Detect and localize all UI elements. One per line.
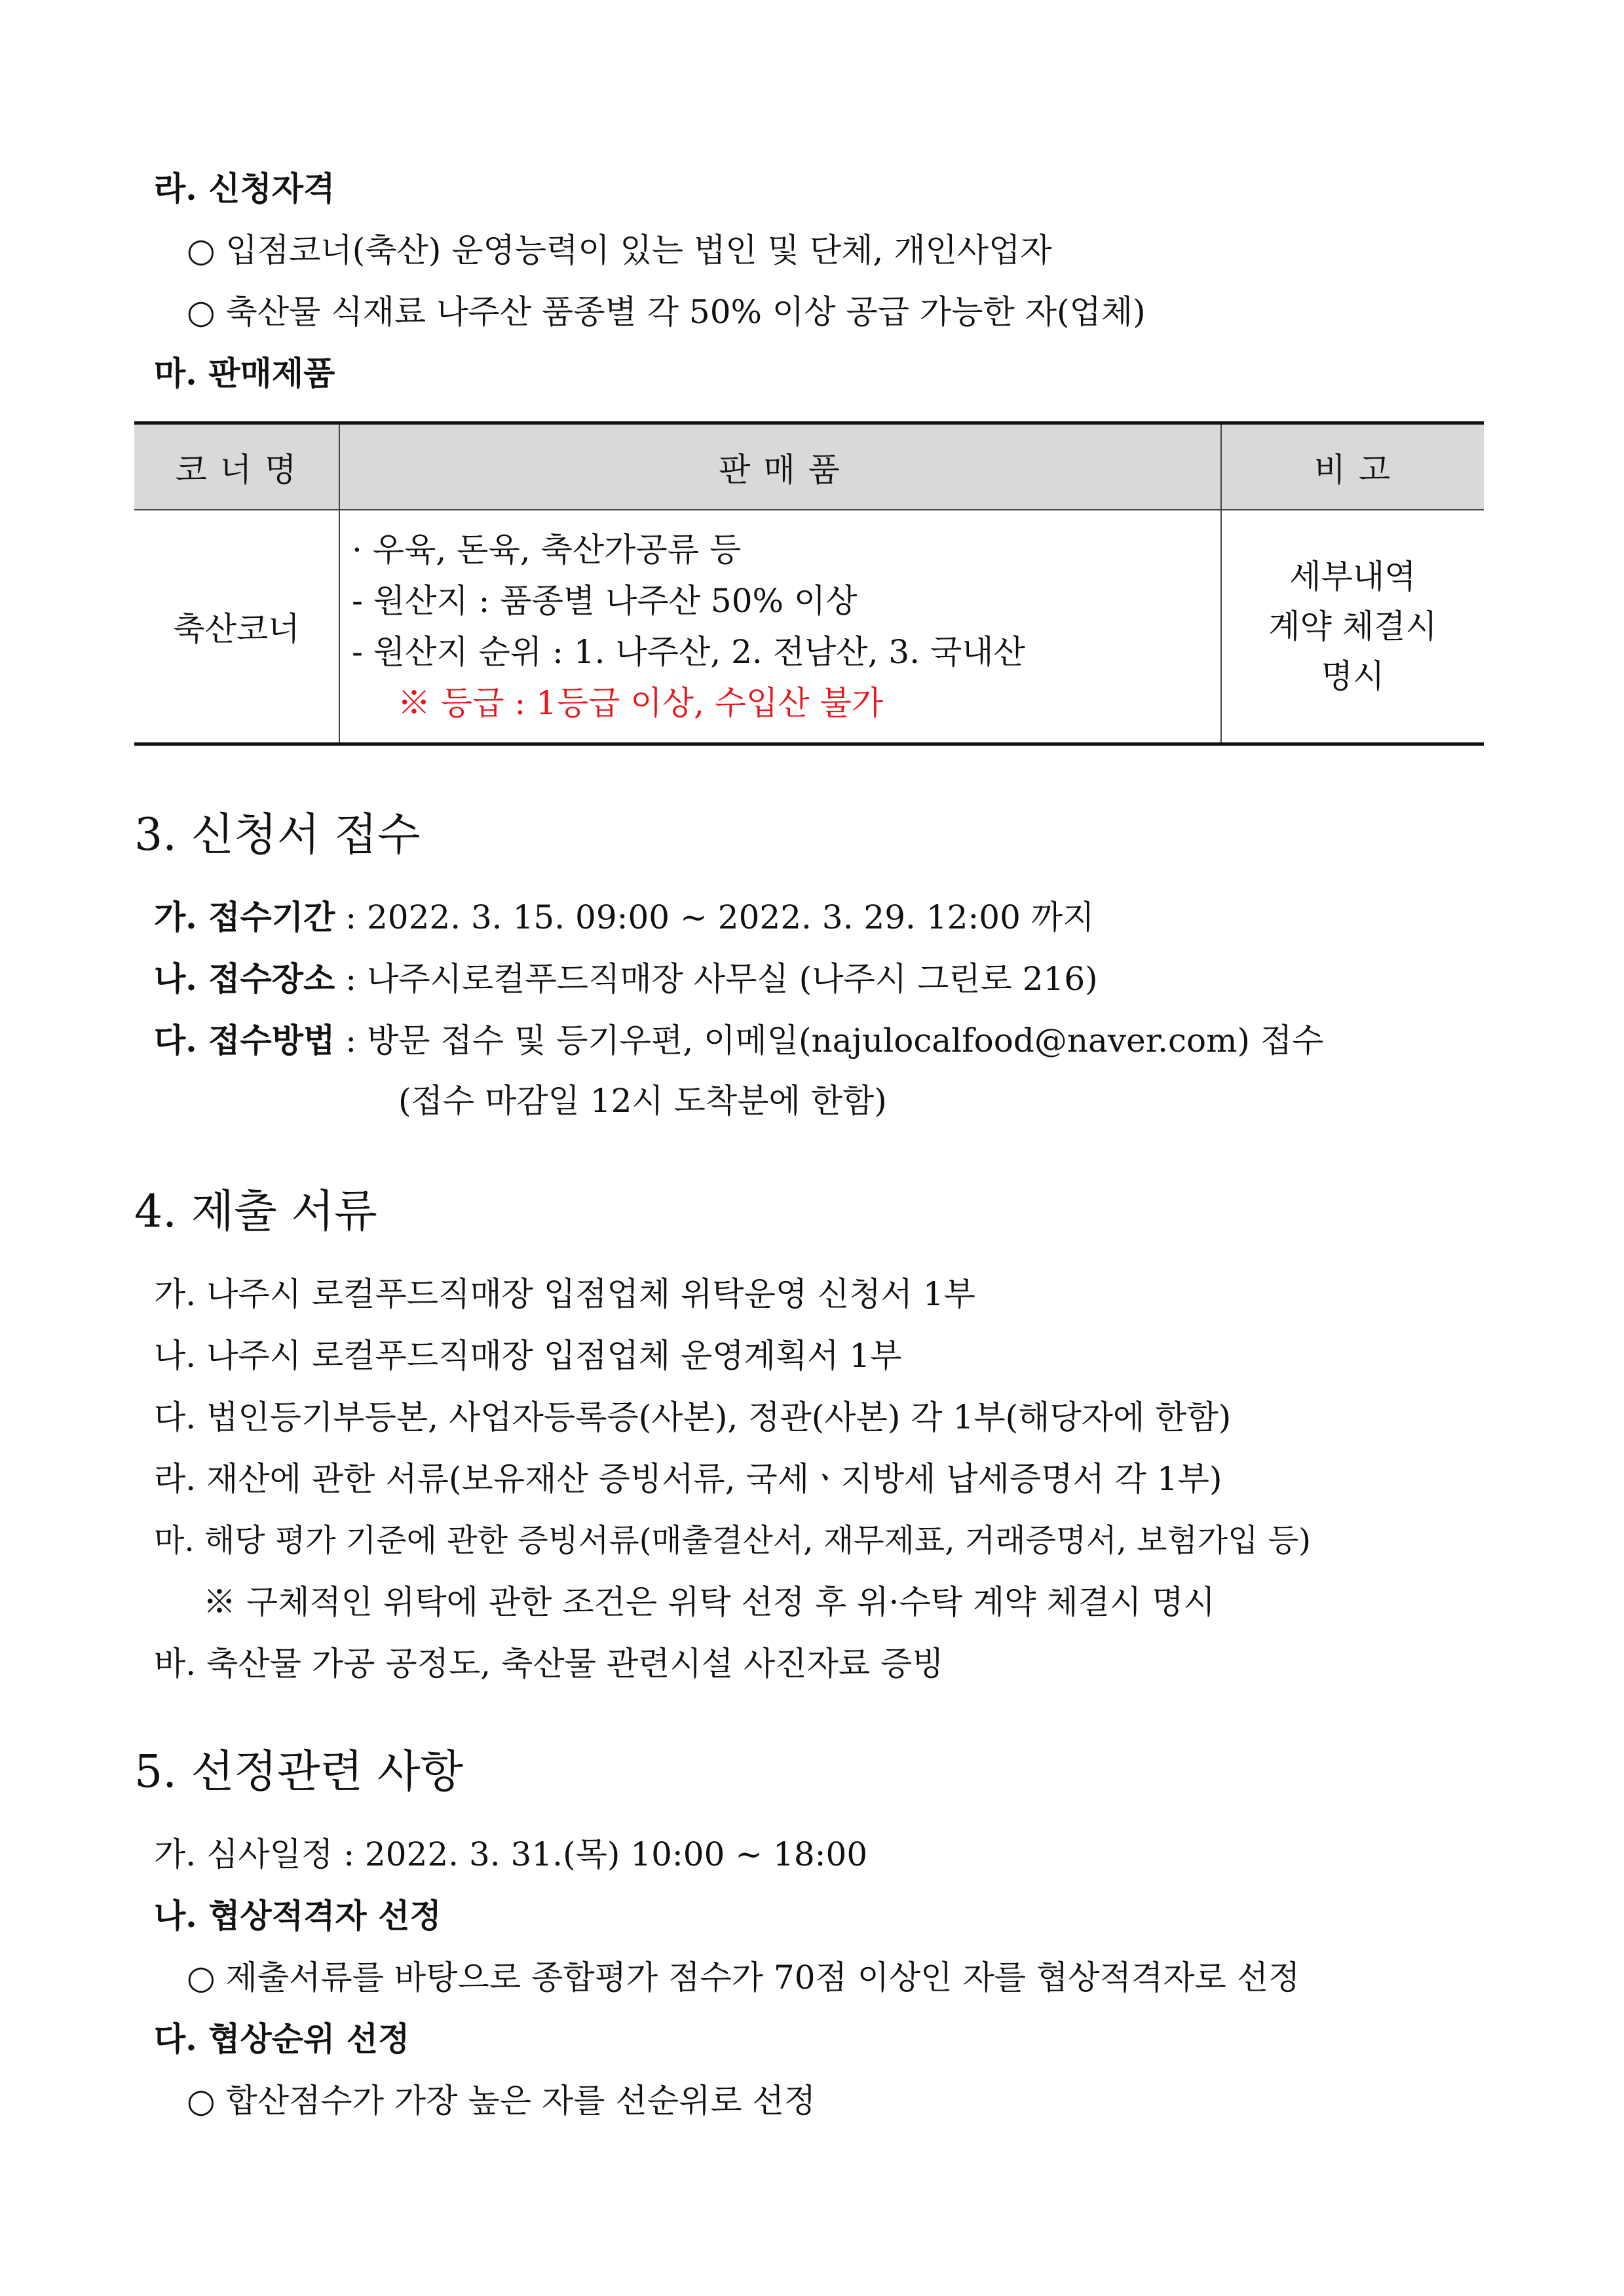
note-line-1: 세부내역 — [1289, 558, 1416, 596]
sec3-place-label: 나. 접수장소 — [154, 959, 335, 998]
sec4-item-5: 마. 해당 평가 기준에 관한 증빙서류(매출결산서, 재무제표, 거래증명서, 보험가입 등) — [154, 1522, 1311, 1559]
sec3-note: (접수 마감일 12시 도착분에 한함) — [398, 1082, 887, 1120]
section-5-title: 5. 선정관련 사항 — [134, 1746, 464, 1798]
goods-line-1: · 우육, 돈육, 축산가공류 등 — [352, 531, 742, 569]
note-cell — [1221, 510, 1484, 744]
goods-cell — [339, 510, 1221, 744]
sec5-schedule-text: : 2022. 3. 31.(목) 10:00 ~ 18:00 — [333, 1835, 868, 1873]
goods-table — [134, 421, 1484, 746]
table-row — [134, 510, 1484, 744]
section-ma-title: 마. 판매제품 — [154, 354, 335, 392]
section-3-title: 3. 신청서 접수 — [134, 809, 421, 861]
goods-line-2: - 원산지 : 품종별 나주산 50% 이상 — [352, 582, 858, 620]
section-ra-title: 라. 신청자격 — [154, 169, 335, 208]
note-line-3: 명시 — [1321, 657, 1385, 695]
sec5-schedule-label: 가. 심사일정 — [154, 1835, 333, 1873]
sec5-da-title: 다. 협상순위 선정 — [154, 2019, 410, 2058]
col-header-goods: 판 매 품 — [339, 423, 1221, 510]
ra-item-2: ○ 축산물 식재료 나주산 품종별 각 50% 이상 공급 가능한 자(업체) — [187, 293, 1146, 331]
sec4-item-1: 가. 나주시 로컬푸드직매장 입점업체 위탁운영 신청서 1부 — [154, 1275, 975, 1313]
sec3-method-text: : 방문 접수 및 등기우편, 이메일(najulocalfood@naver.com) 접수 — [335, 1022, 1324, 1060]
goods-warning: ※ 등급 : 1등급 이상, 수입산 불가 — [398, 684, 884, 722]
sec5-schedule — [154, 1835, 867, 1874]
sec4-item-2: 나. 나주시 로컬푸드직매장 입점업체 운영계획서 1부 — [154, 1337, 902, 1375]
sec3-item-period — [154, 898, 1094, 937]
col-header-note: 비 고 — [1221, 423, 1484, 510]
sec3-item-place — [154, 959, 1098, 999]
sec4-item-3: 다. 법인등기부등본, 사업자등록증(사본), 정관(사본) 각 1부(해당자에 한함) — [154, 1398, 1232, 1436]
sec5-na-title: 나. 협상적격자 선정 — [154, 1896, 442, 1935]
sec4-item-4: 라. 재산에 관한 서류(보유재산 증빙서류, 국세ㆍ지방세 납세증명서 각 1부) — [154, 1460, 1222, 1498]
sec5-da-item: ○ 합산점수가 가장 높은 자를 선순위로 선정 — [187, 2082, 816, 2120]
sec3-method-label: 다. 접수방법 — [154, 1021, 335, 1060]
sec3-period-text: : 2022. 3. 15. 09:00 ~ 2022. 3. 29. 12:00 까지 — [335, 898, 1095, 936]
sec4-item-6: 바. 축산물 가공 공정도, 축산물 관련시설 사진자료 증빙 — [154, 1645, 944, 1683]
sec3-period-label: 가. 접수기간 — [154, 898, 335, 936]
sec4-note: ※ 구체적인 위탁에 관한 조건은 위탁 선정 후 위·수탁 계약 체결시 명시 — [203, 1583, 1215, 1621]
sec3-item-method — [154, 1021, 1324, 1060]
corner-name: 축산코너 — [134, 510, 339, 744]
sec5-na-item: ○ 제출서류를 바탕으로 종합평가 점수가 70점 이상인 자를 협상적격자로 선정 — [187, 1959, 1300, 1997]
note-line-2: 계약 체결시 — [1268, 607, 1437, 645]
col-header-corner: 코 너 명 — [134, 423, 339, 510]
goods-table-header — [134, 423, 1484, 510]
section-4-title: 4. 제출 서류 — [134, 1186, 377, 1238]
goods-line-3: - 원산지 순위 : 1. 나주산, 2. 전남산, 3. 국내산 — [352, 633, 1025, 671]
sec3-place-text: : 나주시로컬푸드직매장 사무실 (나주시 그린로 216) — [335, 960, 1098, 998]
ra-item-1: ○ 입점코너(축산) 운영능력이 있는 법인 및 단체, 개인사업자 — [187, 231, 1052, 269]
